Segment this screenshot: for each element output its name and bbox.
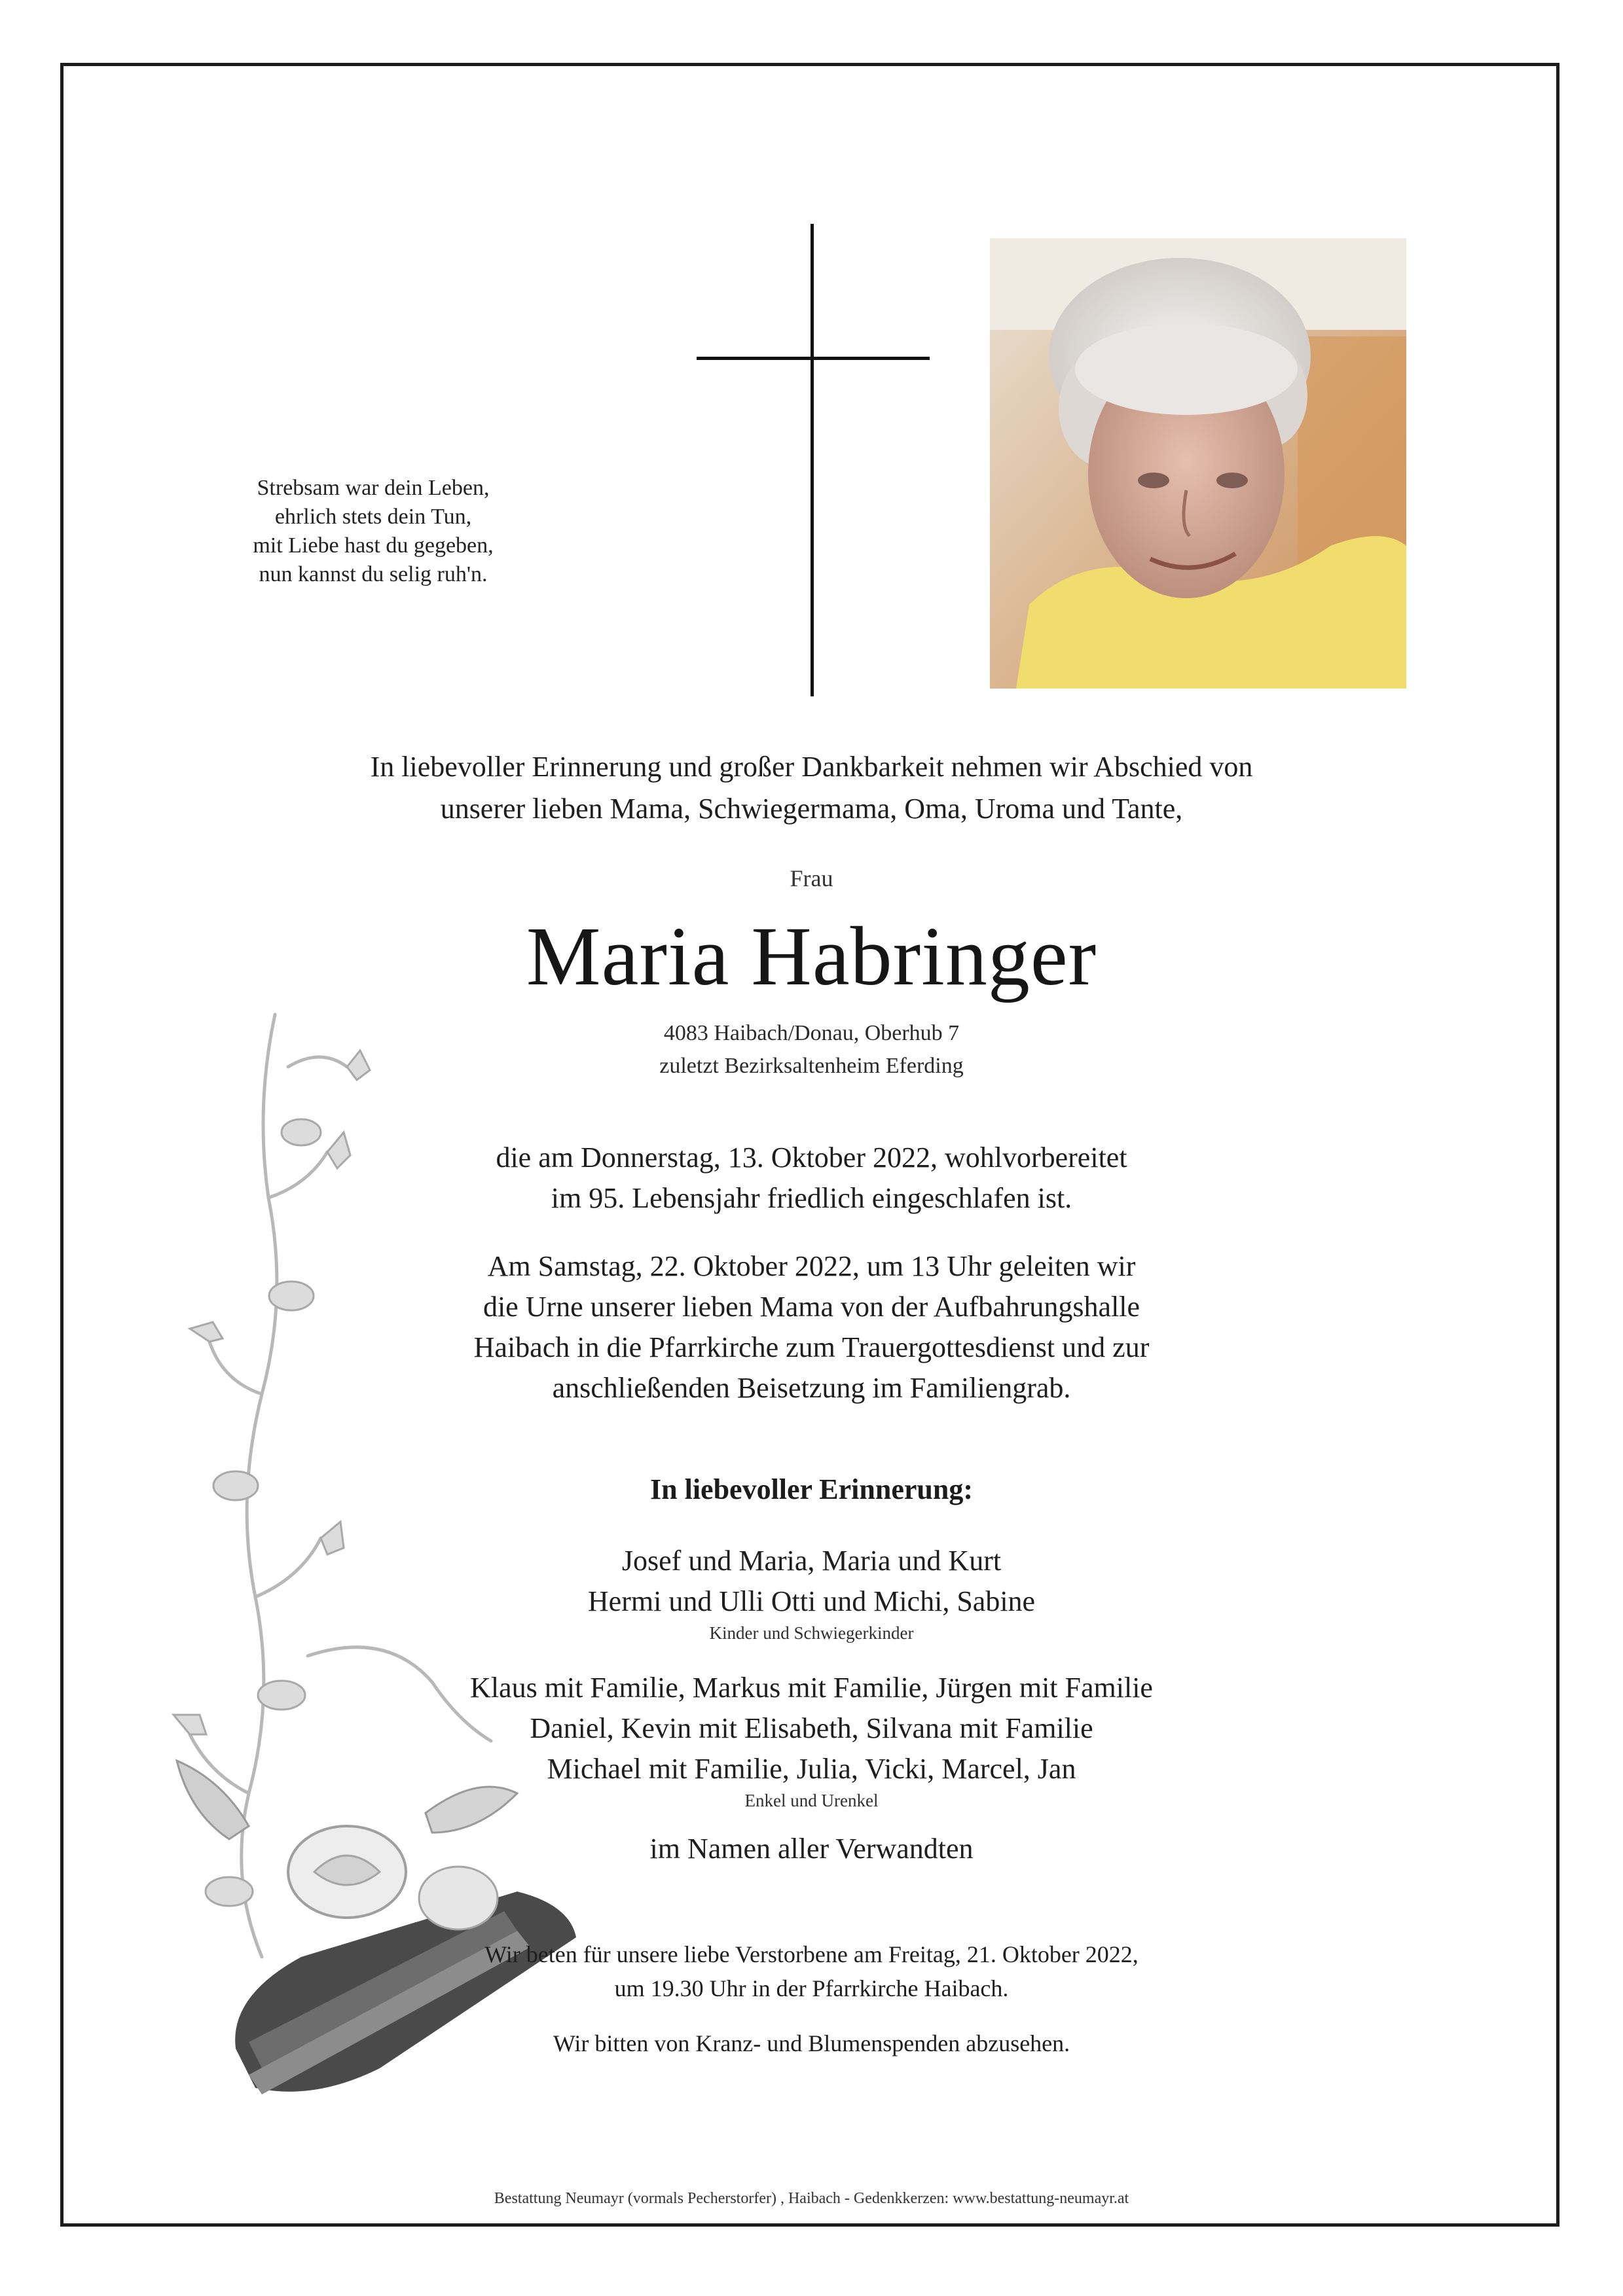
address-line: zuletzt Bezirksaltenheim Eferding: [659, 1054, 964, 1078]
children-line: Josef und Maria, Maria und Kurt: [621, 1545, 1002, 1577]
portrait-photo: [990, 238, 1406, 689]
grandchildren-line: Klaus mit Familie, Markus mit Familie, Jürgen mit Familie: [470, 1672, 1153, 1704]
grandchildren-line: Daniel, Kevin mit Elisabeth, Silvana mit Familie: [530, 1712, 1093, 1744]
death-notice-line: im 95. Lebensjahr friedlich eingeschlafen ist.: [551, 1182, 1072, 1214]
portrait-illustration: [990, 238, 1406, 689]
cross-vertical-bar: [811, 224, 814, 696]
rosary-notice: [0, 1937, 1623, 2005]
poem-line: mit Liebe hast du gegeben,: [253, 533, 494, 558]
rosary-line: Wir beten für unsere liebe Verstorbene am Freitag, 21. Oktober 2022,: [484, 1941, 1139, 1967]
funeral-notice-line: die Urne unserer lieben Mama von der Aufbahrungshalle: [483, 1291, 1140, 1323]
intro-text: [0, 746, 1623, 830]
children-line: Hermi und Ulli Otti und Michi, Sabine: [587, 1585, 1036, 1617]
address-line: 4083 Haibach/Donau, Oberhub 7: [663, 1021, 960, 1045]
deceased-name: Maria Habringer: [526, 910, 1097, 1003]
closing-line: im Namen aller Verwandten: [649, 1833, 974, 1865]
children-label: Kinder und Schwiegerkinder: [709, 1623, 914, 1643]
funeral-notice-line: anschließenden Beisetzung im Familiengrab.: [552, 1372, 1071, 1404]
death-notice-line: die am Donnerstag, 13. Oktober 2022, wohlvorbereitet: [496, 1141, 1127, 1174]
footer-credits: Bestattung Neumayr (vormals Pecherstorfer) , Haibach - Gedenkkerzen: www.bestattung-neumayr.at: [494, 2190, 1129, 2207]
grandchildren-list: [0, 1668, 1623, 1812]
honorific: Frau: [790, 865, 833, 891]
children-list: [0, 1541, 1623, 1644]
rosary-line: um 19.30 Uhr in der Pfarrkirche Haibach.: [614, 1975, 1009, 2001]
grandchildren-line: Michael mit Familie, Julia, Vicki, Marcel, Jan: [547, 1753, 1076, 1785]
memorial-poem: [157, 474, 589, 589]
intro-line: unserer lieben Mama, Schwiegermama, Oma, Uroma und Tante,: [440, 793, 1183, 825]
flowers-note: Wir bitten von Kranz- und Blumenspenden abzusehen.: [553, 2030, 1070, 2056]
cross-horizontal-bar: [697, 357, 930, 360]
poem-line: Strebsam war dein Leben,: [257, 476, 490, 500]
intro-line: In liebevoller Erinnerung und großer Dankbarkeit nehmen wir Abschied von: [370, 751, 1253, 783]
poem-line: nun kannst du selig ruh'n.: [259, 562, 488, 586]
grandchildren-label: Enkel und Urenkel: [744, 1791, 879, 1810]
funeral-notice-line: Am Samstag, 22. Oktober 2022, um 13 Uhr geleiten wir: [487, 1250, 1136, 1282]
funeral-notice-line: Haibach in die Pfarrkirche zum Trauergottesdienst und zur: [473, 1331, 1150, 1363]
mourners-heading: In liebevoller Erinnerung:: [650, 1473, 973, 1505]
poem-line: ehrlich stets dein Tun,: [274, 505, 472, 529]
